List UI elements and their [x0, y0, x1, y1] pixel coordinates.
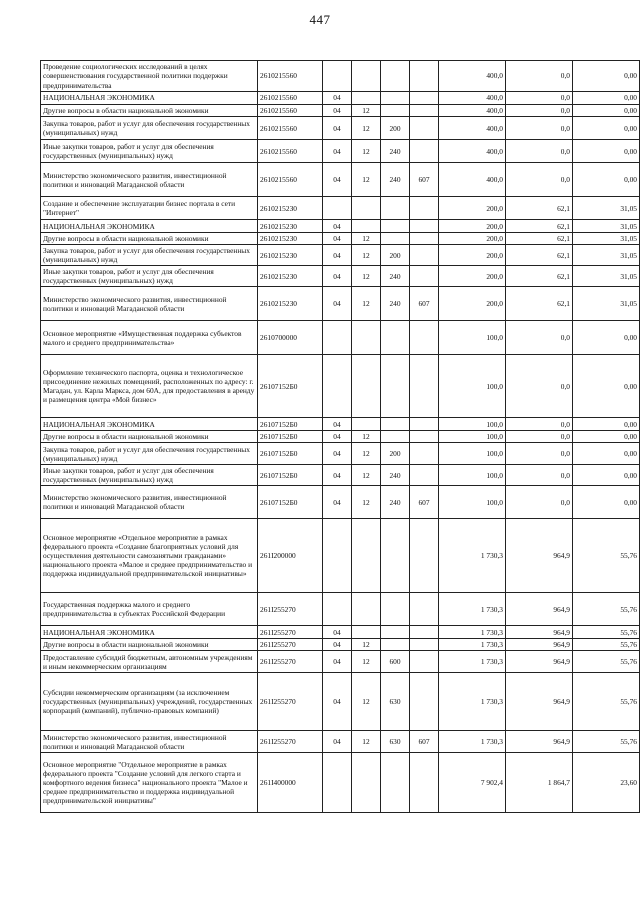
row-subsection — [352, 519, 381, 593]
row-executed: 0,0 — [506, 465, 573, 486]
row-department — [410, 321, 439, 355]
row-percent: 0,00 — [573, 355, 640, 418]
row-subsection: 12 — [352, 486, 381, 519]
row-code: 26102152З0 — [258, 197, 323, 220]
row-subsection: 12 — [352, 431, 381, 443]
table-row — [41, 431, 640, 443]
row-code: 26107152Б0 — [258, 355, 323, 418]
row-expense-type — [381, 233, 410, 245]
row-planned: 200,0 — [439, 266, 506, 287]
row-code: 261I255270 — [258, 639, 323, 651]
row-planned: 200,0 — [439, 220, 506, 233]
row-name: НАЦИОНАЛЬНАЯ ЭКОНОМИКА — [41, 626, 258, 639]
row-planned: 1 730,3 — [439, 593, 506, 626]
row-percent: 31,05 — [573, 197, 640, 220]
row-subsection: 12 — [352, 465, 381, 486]
row-executed: 62,1 — [506, 245, 573, 266]
row-name: Проведение социологических исследований в целях совершенствования государственной политики поддержки предпринимательства — [41, 61, 258, 92]
row-percent: 55,76 — [573, 673, 640, 731]
table-row — [41, 287, 640, 321]
row-department: 607 — [410, 163, 439, 197]
row-planned: 7 902,4 — [439, 753, 506, 813]
row-department — [410, 626, 439, 639]
row-section — [323, 321, 352, 355]
row-code: 2610215560 — [258, 140, 323, 163]
table-row — [41, 197, 640, 220]
table-row — [41, 519, 640, 593]
row-percent: 0,00 — [573, 61, 640, 92]
row-expense-type — [381, 753, 410, 813]
table-row — [41, 140, 640, 163]
table-row — [41, 443, 640, 465]
row-executed: 62,1 — [506, 287, 573, 321]
row-expense-type — [381, 61, 410, 92]
row-code: 26107152Б0 — [258, 486, 323, 519]
row-executed: 0,0 — [506, 117, 573, 140]
row-expense-type — [381, 639, 410, 651]
row-name: Другие вопросы в области национальной экономики — [41, 105, 258, 117]
row-section — [323, 61, 352, 92]
row-name: Оформление технического паспорта, оценка и технологическое присоединение нежилых помещений, расположенных по адресу: г. Магадан, ул. Карла Маркса, дом 60А, для предоставления в аренду и размещения центра «Мой бизнес» — [41, 355, 258, 418]
table-row — [41, 61, 640, 92]
row-section: 04 — [323, 626, 352, 639]
row-section: 04 — [323, 105, 352, 117]
row-name: Закупка товаров, работ и услуг для обеспечения государственных (муниципальных) нужд — [41, 443, 258, 465]
row-percent: 0,00 — [573, 163, 640, 197]
row-department — [410, 233, 439, 245]
row-department: 607 — [410, 731, 439, 753]
row-percent: 0,00 — [573, 443, 640, 465]
row-section: 04 — [323, 287, 352, 321]
row-executed: 964,9 — [506, 731, 573, 753]
row-expense-type — [381, 321, 410, 355]
table-row — [41, 163, 640, 197]
table-row — [41, 233, 640, 245]
row-expense-type: 200 — [381, 245, 410, 266]
row-code: 261I255270 — [258, 651, 323, 673]
row-expense-type — [381, 197, 410, 220]
row-percent: 31,05 — [573, 220, 640, 233]
row-executed: 0,0 — [506, 355, 573, 418]
row-subsection — [352, 626, 381, 639]
row-percent: 55,76 — [573, 626, 640, 639]
row-code: 26102152З0 — [258, 287, 323, 321]
row-planned: 400,0 — [439, 105, 506, 117]
row-executed: 0,0 — [506, 140, 573, 163]
table-row — [41, 626, 640, 639]
row-executed: 0,0 — [506, 321, 573, 355]
row-percent: 55,76 — [573, 639, 640, 651]
row-expense-type — [381, 92, 410, 105]
row-section: 04 — [323, 92, 352, 105]
row-name: Основное мероприятие "Отдельное мероприятие в рамках федерального проекта "Создание условий для легкого старта и комфортного ведения бизнеса" национального проекта "Малое и среднее предпринимательство и поддержка индивидуальной предпринимательской инициативы" — [41, 753, 258, 813]
row-department — [410, 753, 439, 813]
row-section: 04 — [323, 245, 352, 266]
row-department — [410, 673, 439, 731]
row-expense-type: 240 — [381, 266, 410, 287]
row-name: Иные закупки товаров, работ и услуг для обеспечения государственных (муниципальных) нужд — [41, 465, 258, 486]
row-percent: 31,05 — [573, 266, 640, 287]
row-code: 261I255270 — [258, 593, 323, 626]
row-name: Основное мероприятие «Имущественная поддержка субъектов малого и среднего предпринимательства» — [41, 321, 258, 355]
row-subsection — [352, 321, 381, 355]
row-name: Субсидии некоммерческим организациям (за исключением государственных (муниципальных) учреждений, государственных корпораций (компаний), публично-правовых компаний) — [41, 673, 258, 731]
row-planned: 1 730,3 — [439, 639, 506, 651]
table-row — [41, 486, 640, 519]
row-percent: 23,60 — [573, 753, 640, 813]
row-code: 261I255270 — [258, 673, 323, 731]
row-executed: 964,9 — [506, 593, 573, 626]
row-code: 2610700000 — [258, 321, 323, 355]
row-department — [410, 117, 439, 140]
row-executed: 62,1 — [506, 197, 573, 220]
row-expense-type — [381, 431, 410, 443]
row-expense-type — [381, 519, 410, 593]
row-executed: 964,9 — [506, 639, 573, 651]
row-percent: 0,00 — [573, 431, 640, 443]
row-executed: 62,1 — [506, 233, 573, 245]
row-expense-type: 240 — [381, 465, 410, 486]
row-expense-type: 240 — [381, 287, 410, 321]
row-executed: 1 864,7 — [506, 753, 573, 813]
row-percent: 0,00 — [573, 465, 640, 486]
row-planned: 100,0 — [439, 418, 506, 431]
row-subsection — [352, 418, 381, 431]
row-section: 04 — [323, 117, 352, 140]
row-section: 04 — [323, 163, 352, 197]
row-section: 04 — [323, 443, 352, 465]
row-planned: 100,0 — [439, 431, 506, 443]
row-name: Другие вопросы в области национальной экономики — [41, 431, 258, 443]
row-expense-type — [381, 220, 410, 233]
row-percent: 31,05 — [573, 245, 640, 266]
row-department — [410, 639, 439, 651]
row-expense-type: 600 — [381, 651, 410, 673]
row-subsection: 12 — [352, 163, 381, 197]
row-planned: 400,0 — [439, 117, 506, 140]
row-name: Предоставление субсидий бюджетным, автономным учреждениям и иным некоммерческим организациям — [41, 651, 258, 673]
row-subsection — [352, 92, 381, 105]
row-subsection: 12 — [352, 233, 381, 245]
row-executed: 964,9 — [506, 673, 573, 731]
table-row — [41, 321, 640, 355]
row-name: НАЦИОНАЛЬНАЯ ЭКОНОМИКА — [41, 92, 258, 105]
row-planned: 1 730,3 — [439, 626, 506, 639]
row-executed: 0,0 — [506, 486, 573, 519]
row-percent: 31,05 — [573, 287, 640, 321]
table-row — [41, 731, 640, 753]
row-percent: 55,76 — [573, 731, 640, 753]
row-department — [410, 61, 439, 92]
row-code: 261I400000 — [258, 753, 323, 813]
row-subsection: 12 — [352, 639, 381, 651]
row-planned: 400,0 — [439, 163, 506, 197]
table-row — [41, 355, 640, 418]
table-row — [41, 651, 640, 673]
row-percent: 0,00 — [573, 92, 640, 105]
row-planned: 100,0 — [439, 465, 506, 486]
row-percent: 31,05 — [573, 233, 640, 245]
row-expense-type: 630 — [381, 731, 410, 753]
row-section: 04 — [323, 731, 352, 753]
table-row — [41, 753, 640, 813]
table-row — [41, 220, 640, 233]
row-percent: 55,76 — [573, 593, 640, 626]
row-planned: 1 730,3 — [439, 519, 506, 593]
row-section: 04 — [323, 673, 352, 731]
row-code: 2610215560 — [258, 92, 323, 105]
row-subsection: 12 — [352, 443, 381, 465]
row-name: Другие вопросы в области национальной экономики — [41, 233, 258, 245]
row-section — [323, 519, 352, 593]
row-expense-type: 240 — [381, 486, 410, 519]
row-department: 607 — [410, 486, 439, 519]
row-name: Иные закупки товаров, работ и услуг для обеспечения государственных (муниципальных) нужд — [41, 266, 258, 287]
table-row — [41, 673, 640, 731]
row-department — [410, 651, 439, 673]
row-code: 26107152Б0 — [258, 465, 323, 486]
row-code: 2610215560 — [258, 105, 323, 117]
row-expense-type — [381, 355, 410, 418]
row-expense-type: 200 — [381, 443, 410, 465]
row-section — [323, 753, 352, 813]
row-code: 26102152З0 — [258, 220, 323, 233]
row-subsection — [352, 220, 381, 233]
row-department — [410, 266, 439, 287]
row-percent: 0,00 — [573, 140, 640, 163]
row-code: 261I200000 — [258, 519, 323, 593]
table-row — [41, 639, 640, 651]
row-subsection — [352, 355, 381, 418]
row-section: 04 — [323, 486, 352, 519]
row-planned: 100,0 — [439, 486, 506, 519]
row-percent: 0,00 — [573, 486, 640, 519]
row-department — [410, 197, 439, 220]
row-subsection — [352, 593, 381, 626]
row-expense-type: 630 — [381, 673, 410, 731]
row-code: 2610215560 — [258, 61, 323, 92]
row-department — [410, 220, 439, 233]
row-expense-type — [381, 626, 410, 639]
row-department: 607 — [410, 287, 439, 321]
row-name: Основное мероприятие «Отдельное мероприятие в рамках федерального проекта «Создание благоприятных условий для осуществления деятельности самозанятыми гражданами» национального проекта «Малое и среднее предпринимательство и поддержка индивидуальной предпринимательской инициативы» — [41, 519, 258, 593]
table-row — [41, 418, 640, 431]
row-name: Министерство экономического развития, инвестиционной политики и инноваций Магаданской области — [41, 163, 258, 197]
row-name: Министерство экономического развития, инвестиционной политики и инноваций Магаданской области — [41, 731, 258, 753]
row-name: Государственная поддержка малого и среднего предпринимательства в субъектах Российской Федерации — [41, 593, 258, 626]
row-name: Закупка товаров, работ и услуг для обеспечения государственных (муниципальных) нужд — [41, 245, 258, 266]
row-planned: 200,0 — [439, 233, 506, 245]
row-code: 2610215560 — [258, 163, 323, 197]
table-row — [41, 465, 640, 486]
row-planned: 1 730,3 — [439, 731, 506, 753]
row-executed: 0,0 — [506, 163, 573, 197]
row-executed: 0,0 — [506, 61, 573, 92]
row-planned: 200,0 — [439, 245, 506, 266]
row-section: 04 — [323, 140, 352, 163]
row-department — [410, 140, 439, 163]
row-planned: 400,0 — [439, 61, 506, 92]
row-department — [410, 593, 439, 626]
row-name: Другие вопросы в области национальной экономики — [41, 639, 258, 651]
row-department — [410, 443, 439, 465]
row-expense-type — [381, 418, 410, 431]
row-name: НАЦИОНАЛЬНАЯ ЭКОНОМИКА — [41, 418, 258, 431]
row-subsection — [352, 753, 381, 813]
row-code: 26107152Б0 — [258, 431, 323, 443]
row-expense-type: 240 — [381, 163, 410, 197]
row-executed: 0,0 — [506, 105, 573, 117]
row-planned: 200,0 — [439, 287, 506, 321]
row-section: 04 — [323, 431, 352, 443]
row-percent: 55,76 — [573, 519, 640, 593]
row-code: 261I255270 — [258, 731, 323, 753]
row-department — [410, 465, 439, 486]
row-department — [410, 519, 439, 593]
row-percent: 0,00 — [573, 117, 640, 140]
row-code: 26102152З0 — [258, 266, 323, 287]
row-name: НАЦИОНАЛЬНАЯ ЭКОНОМИКА — [41, 220, 258, 233]
table-row — [41, 92, 640, 105]
row-department — [410, 105, 439, 117]
table-row — [41, 266, 640, 287]
table-row — [41, 593, 640, 626]
row-percent: 0,00 — [573, 105, 640, 117]
row-executed: 0,0 — [506, 418, 573, 431]
row-subsection: 12 — [352, 287, 381, 321]
row-name: Закупка товаров, работ и услуг для обеспечения государственных (муниципальных) нужд — [41, 117, 258, 140]
row-section — [323, 197, 352, 220]
row-name: Создание и обеспечение эксплуатации бизнес портала в сети "Интернет" — [41, 197, 258, 220]
row-subsection: 12 — [352, 673, 381, 731]
row-code: 2610215560 — [258, 117, 323, 140]
row-executed: 964,9 — [506, 651, 573, 673]
row-section — [323, 593, 352, 626]
row-planned: 200,0 — [439, 197, 506, 220]
row-percent: 0,00 — [573, 321, 640, 355]
row-section: 04 — [323, 220, 352, 233]
row-planned: 400,0 — [439, 140, 506, 163]
row-code: 26102152З0 — [258, 245, 323, 266]
row-expense-type: 240 — [381, 140, 410, 163]
row-executed: 62,1 — [506, 220, 573, 233]
row-subsection: 12 — [352, 245, 381, 266]
row-department — [410, 355, 439, 418]
row-subsection: 12 — [352, 105, 381, 117]
row-section: 04 — [323, 266, 352, 287]
row-subsection: 12 — [352, 731, 381, 753]
budget-table — [40, 60, 640, 813]
row-section: 04 — [323, 233, 352, 245]
row-expense-type: 200 — [381, 117, 410, 140]
row-planned: 100,0 — [439, 321, 506, 355]
row-executed: 964,9 — [506, 626, 573, 639]
table-row — [41, 117, 640, 140]
row-planned: 1 730,3 — [439, 651, 506, 673]
row-subsection: 12 — [352, 266, 381, 287]
row-section: 04 — [323, 465, 352, 486]
row-percent: 55,76 — [573, 651, 640, 673]
row-executed: 0,0 — [506, 92, 573, 105]
row-code: 26107152Б0 — [258, 418, 323, 431]
row-planned: 100,0 — [439, 443, 506, 465]
row-executed: 0,0 — [506, 431, 573, 443]
row-section — [323, 355, 352, 418]
row-department — [410, 245, 439, 266]
row-executed: 0,0 — [506, 443, 573, 465]
row-department — [410, 92, 439, 105]
page-number: 447 — [309, 12, 331, 27]
row-code: 26102152З0 — [258, 233, 323, 245]
row-expense-type — [381, 105, 410, 117]
table-row — [41, 245, 640, 266]
row-subsection — [352, 197, 381, 220]
row-department — [410, 431, 439, 443]
row-subsection — [352, 61, 381, 92]
row-name: Иные закупки товаров, работ и услуг для обеспечения государственных (муниципальных) нужд — [41, 140, 258, 163]
row-executed: 964,9 — [506, 519, 573, 593]
row-planned: 1 730,3 — [439, 673, 506, 731]
row-subsection: 12 — [352, 651, 381, 673]
row-section: 04 — [323, 639, 352, 651]
row-subsection: 12 — [352, 140, 381, 163]
row-code: 261I255270 — [258, 626, 323, 639]
row-planned: 100,0 — [439, 355, 506, 418]
table-row — [41, 105, 640, 117]
row-department — [410, 418, 439, 431]
row-name: Министерство экономического развития, инвестиционной политики и инноваций Магаданской области — [41, 287, 258, 321]
row-percent: 0,00 — [573, 418, 640, 431]
row-planned: 400,0 — [439, 92, 506, 105]
row-code: 26107152Б0 — [258, 443, 323, 465]
row-section: 04 — [323, 418, 352, 431]
row-expense-type — [381, 593, 410, 626]
row-executed: 62,1 — [506, 266, 573, 287]
row-name: Министерство экономического развития, инвестиционной политики и инноваций Магаданской области — [41, 486, 258, 519]
row-section: 04 — [323, 651, 352, 673]
row-subsection: 12 — [352, 117, 381, 140]
